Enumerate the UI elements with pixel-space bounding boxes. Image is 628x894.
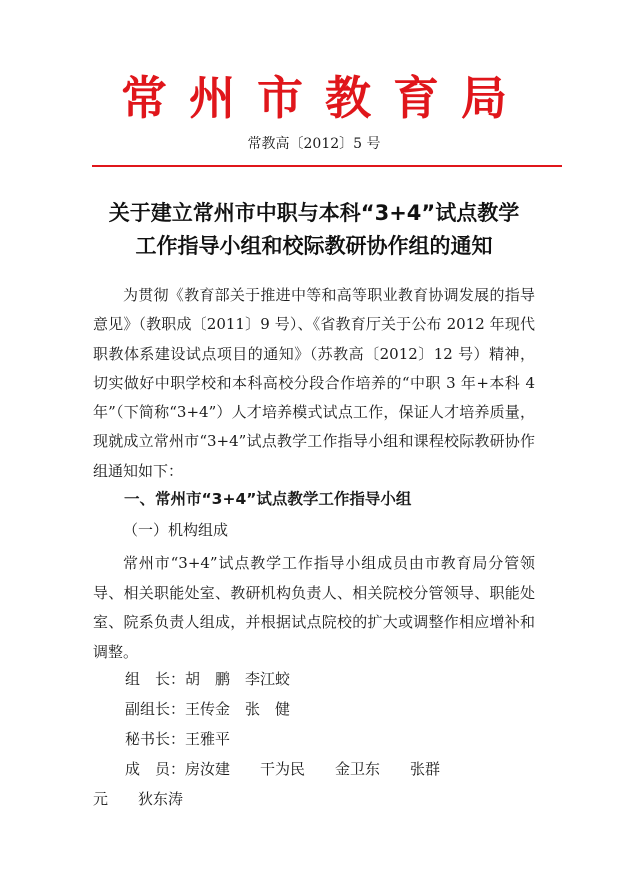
deputy-leader-line: 副组长：王传金 张 健: [125, 700, 291, 718]
intro-paragraph: 为贯彻《教育部关于推进中等和高等职业教育协调发展的指导意见》（教职成〔2011〕9 号）、《省教育厅关于公布 2012 年现代职教体系建设试点项目的通知》（苏教高〔2012〕12 号）精神，切实做好中职学校和本科高校分段合作培养的“中职 3 年+本科 4 年”（下简称“3+4”）人才培养模式试点工作，保证人才培养质量，现就成立常州市“3+4”试点教学工作指导小组和课程校际教研协作组通知如下：: [93, 286, 535, 480]
document-title-line-2: 工作指导小组和校际教研协作组的通知: [135, 234, 493, 258]
composition-paragraph-block: [93, 549, 535, 667]
issuing-agency-header: 常州市教育局: [121, 71, 529, 125]
document-number: 常教高〔2012〕5 号: [247, 136, 381, 152]
composition-paragraph: 常州市“3+4”试点教学工作指导小组成员由市教育局分管领导、相关职能处室、教研机构负责人、相关院校分管领导、职能处室、院系负责人组成，并根据试点院校的扩大或调整作相应增补和调整。: [93, 554, 535, 661]
section-heading: 一、常州市“3+4”试点教学工作指导小组: [124, 490, 412, 508]
document-title: [60, 197, 568, 263]
secretary-line: 秘书长：王雅平: [125, 730, 231, 748]
members-line-continued: 元 狄东涛: [93, 790, 184, 808]
members-line: 成 员：房汝建 干为民 金卫东 张群: [125, 760, 441, 778]
subsection-heading: （一）机构组成: [123, 521, 229, 539]
red-divider-line: [92, 165, 562, 167]
document-title-line-1: 关于建立常州市中职与本科“3+4”试点教学: [108, 201, 520, 225]
leader-line: 组 长：胡 鹏 李江蛟: [125, 670, 291, 688]
intro-paragraph-block: [93, 281, 535, 486]
